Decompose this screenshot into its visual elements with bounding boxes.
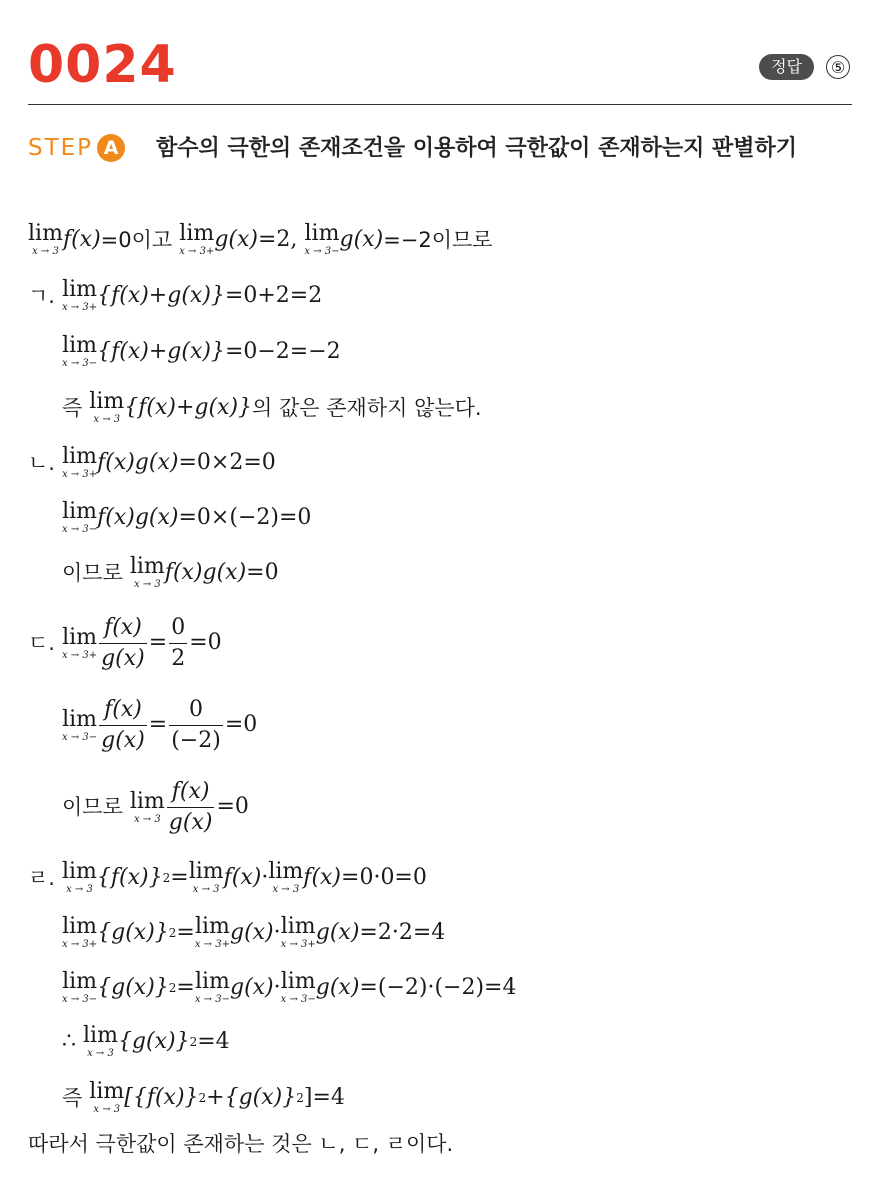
lim-word: lim [280, 969, 316, 994]
lim-sub: x → 3 [93, 1104, 121, 1115]
text: =2, [257, 226, 298, 252]
equals: = [170, 864, 189, 890]
math-fx-braced: {f(x)} [96, 864, 163, 890]
lim-word: lim [188, 859, 224, 884]
lim-word: lim [62, 277, 97, 302]
limit [189, 860, 224, 895]
lim-sub: x → 3 [192, 884, 220, 895]
conclusion [28, 1130, 453, 1158]
lim-sub: x → 3− [194, 994, 230, 1005]
line-given [28, 222, 493, 257]
lim-sub: x → 3 [66, 884, 93, 895]
lim-sub: x → 3− [304, 246, 340, 257]
math-result: =0−2=−2 [224, 338, 341, 364]
lim-sub: x → 3 [32, 246, 59, 257]
conclusion-text: 따라서 극한값이 존재하는 것은 ㄴ, ㄷ, ㄹ이다. [28, 1132, 454, 1156]
lim-sub: x → 3 [272, 884, 300, 895]
exponent: 2 [168, 925, 177, 940]
math-fx: f(x) [62, 226, 101, 252]
line-n1 [28, 445, 276, 480]
equals: = [176, 919, 195, 945]
lim-word: lim [304, 221, 340, 246]
math-gx-braced: {g(x)} [97, 974, 169, 1000]
math-gx: g(x) [315, 974, 360, 1000]
numerator: 0 [189, 696, 204, 722]
problem-number: 0024 [28, 35, 177, 95]
math-gx: g(x) [229, 919, 274, 945]
line-n2 [62, 500, 311, 535]
math-sum: {f(x)+g(x)} [97, 338, 225, 364]
line-r5 [62, 1080, 345, 1115]
math-result: =(−2)·(−2)=4 [359, 974, 517, 1000]
limit [62, 445, 97, 480]
math-gx-braced: {g(x)} [117, 1028, 190, 1054]
answer-box [759, 54, 850, 80]
lim-word: lim [62, 333, 98, 358]
limit [89, 390, 124, 425]
lim-word: lim [89, 1079, 125, 1104]
text: =−2이므로 [383, 227, 493, 252]
fraction [99, 613, 147, 674]
lim-sub: x → 3 [133, 813, 161, 825]
lim-word: lim [62, 914, 98, 939]
equals: = [176, 974, 195, 1000]
denominator: g(x) [167, 807, 215, 838]
lim-sub: x → 3 [87, 1048, 114, 1059]
limit [281, 915, 316, 950]
limit [83, 1024, 118, 1059]
math-product: f(x)g(x) [97, 504, 179, 530]
math-result: =0 [246, 559, 279, 585]
math-gx: g(x) [315, 919, 360, 945]
limit [62, 860, 97, 895]
lim-sub: x → 3+ [280, 939, 316, 950]
numerator: f(x) [104, 696, 142, 722]
math-gx-braced: {g(x)} [97, 919, 169, 945]
text: 의 값은 존재하지 않는다. [252, 395, 482, 420]
exponent: 2 [162, 870, 171, 885]
line-r4 [62, 1024, 230, 1059]
therefore-symbol: ∴ [62, 1028, 76, 1054]
math-result: =4 [197, 1028, 230, 1054]
lim-sub: x → 3+ [61, 302, 98, 313]
exponent: 2 [296, 1090, 304, 1105]
answer-badge: 정답 [759, 54, 814, 80]
math-sumsq-mid: +{g(x)} [206, 1084, 297, 1110]
item-marker-n: ㄴ. [28, 450, 55, 475]
fraction [99, 695, 147, 756]
line-r3 [62, 970, 516, 1005]
lim-word: lim [62, 706, 98, 732]
limit [62, 626, 97, 661]
lim-sub: x → 3+ [61, 649, 98, 661]
math-result: =0×2=0 [178, 449, 276, 475]
step-letter: A [97, 134, 125, 162]
limit [62, 915, 97, 950]
step-label [28, 134, 125, 162]
lim-sub: x → 3− [62, 994, 98, 1005]
lim-sub: x → 3+ [194, 939, 230, 950]
denominator: 2 [169, 643, 187, 674]
limit [28, 222, 63, 257]
denominator: (−2) [169, 725, 223, 756]
math-result: =0 [216, 794, 249, 819]
math-fx: f(x) [223, 864, 262, 890]
denominator: g(x) [99, 643, 147, 674]
line-g2 [62, 334, 341, 369]
text: 이므로 [62, 560, 123, 585]
lim-sub: x → 3− [280, 994, 316, 1005]
line-g1 [28, 278, 322, 313]
line-d3 [62, 776, 249, 838]
equals: = [148, 630, 168, 655]
limit [195, 915, 230, 950]
dot: · [273, 974, 281, 1000]
lim-word: lim [62, 624, 97, 650]
fraction [167, 777, 215, 838]
math-sumsq-close: ]=4 [303, 1084, 345, 1110]
math-result: =2·2=4 [359, 919, 446, 945]
limit [179, 222, 214, 257]
lim-word: lim [62, 969, 98, 994]
lim-sub: x → 3− [62, 731, 98, 743]
item-marker-r: ㄹ. [28, 865, 55, 890]
item-marker-g: ㄱ. [28, 283, 55, 308]
lim-word: lim [268, 859, 304, 884]
denominator: g(x) [99, 725, 147, 756]
lim-sub: x → 3− [62, 358, 98, 369]
lim-word: lim [89, 389, 125, 414]
lim-word: lim [28, 221, 63, 246]
lim-word: lim [83, 1023, 118, 1048]
lim-sub: x → 3 [133, 579, 161, 590]
limit [195, 970, 230, 1005]
exponent: 2 [189, 1034, 198, 1049]
text: =0이고 [100, 227, 173, 252]
limit [281, 970, 316, 1005]
line-r1 [28, 860, 427, 895]
lim-word: lim [179, 221, 215, 246]
line-r2 [62, 915, 445, 950]
exponent: 2 [198, 1090, 207, 1105]
answer-choice: ⑤ [826, 55, 850, 79]
fraction [169, 695, 223, 756]
math-gx: g(x) [339, 226, 384, 252]
exponent: 2 [168, 980, 177, 995]
lim-sub: x → 3+ [179, 246, 215, 257]
step-text: STEP [28, 135, 94, 161]
lim-sub: x → 3 [93, 414, 121, 425]
limit [304, 222, 339, 257]
limit [62, 334, 97, 369]
math-result: =0 [224, 712, 258, 737]
numerator: f(x) [104, 614, 142, 640]
math-sumsq-open: [{f(x)} [124, 1084, 199, 1110]
limit [130, 555, 165, 590]
step-a [28, 130, 828, 200]
math-product: f(x)g(x) [97, 449, 179, 475]
limit [89, 1080, 124, 1115]
text: 이므로 [62, 795, 123, 819]
lim-word: lim [61, 859, 97, 884]
line-d1 [28, 612, 222, 674]
math-product: f(x)g(x) [164, 559, 247, 585]
lim-sub: x → 3+ [61, 469, 98, 480]
limit [62, 970, 97, 1005]
text: 즉 [62, 1085, 83, 1110]
item-marker-d: ㄷ. [28, 631, 55, 655]
limit [62, 708, 97, 743]
problem-header [28, 34, 852, 105]
step-title: 함수의 극한의 존재조건을 이용하여 극한값이 존재하는지 판별하기 [156, 136, 798, 161]
math-gx: g(x) [229, 974, 274, 1000]
lim-word: lim [194, 914, 230, 939]
numerator: 0 [171, 614, 186, 640]
text: 즉 [62, 395, 83, 420]
lim-word: lim [62, 499, 98, 524]
lim-sub: x → 3+ [62, 939, 98, 950]
line-g3 [62, 390, 482, 425]
equals: = [148, 712, 168, 737]
math-result: =0 [189, 630, 222, 655]
math-gx: g(x) [214, 226, 258, 252]
numerator: f(x) [171, 778, 210, 804]
dot: · [261, 864, 269, 890]
limit [62, 500, 97, 535]
lim-word: lim [129, 788, 165, 814]
math-result: =0×(−2)=0 [178, 504, 312, 530]
lim-word: lim [194, 969, 230, 994]
limit [130, 790, 165, 825]
math-result: =0·0=0 [341, 864, 427, 890]
limit [62, 278, 97, 313]
limit [268, 860, 303, 895]
dot: · [273, 919, 281, 945]
line-d2 [62, 694, 257, 756]
lim-word: lim [280, 914, 316, 939]
lim-word: lim [129, 554, 165, 579]
lim-sub: x → 3− [62, 524, 98, 535]
lim-word: lim [62, 444, 97, 469]
math-result: =0+2=2 [224, 282, 323, 308]
line-n3 [62, 555, 279, 590]
math-sum: {f(x)+g(x)} [124, 394, 253, 420]
math-sum: {f(x)+g(x)} [97, 282, 225, 308]
fraction [169, 613, 187, 674]
math-fx: f(x) [303, 864, 342, 890]
